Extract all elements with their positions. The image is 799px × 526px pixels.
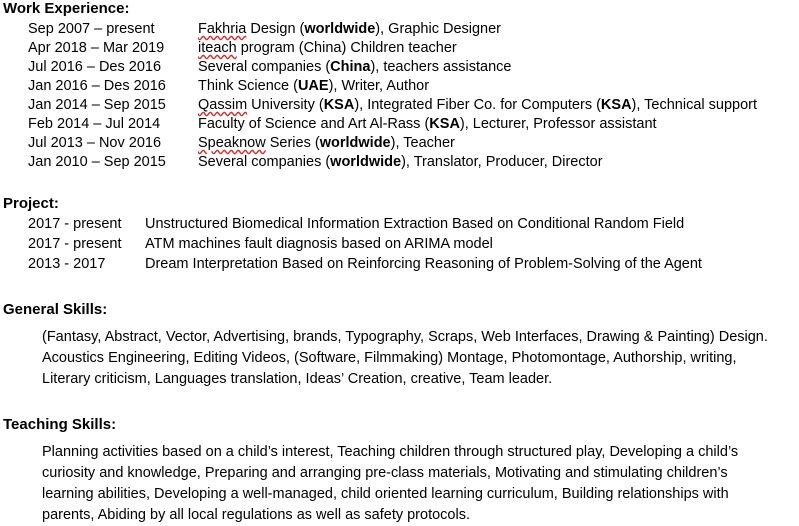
experience-date: Apr 2018 – Mar 2019 — [28, 40, 165, 56]
table-row — [28, 20, 757, 39]
experience-org: Faculty of Science and Art Al-Rass ( — [198, 116, 430, 132]
experience-detail — [198, 153, 757, 172]
table-row — [28, 58, 757, 77]
experience-detail — [198, 96, 757, 115]
experience-detail — [198, 20, 757, 39]
work-experience-rows — [28, 20, 757, 172]
experience-location: UAE — [297, 78, 329, 94]
experience-date: Jan 2014 – Sep 2015 — [28, 97, 166, 113]
experience-date: Jan 2010 – Sep 2015 — [28, 154, 166, 170]
project-title: ATM machines fault diagnosis based on ARIMA model — [145, 236, 493, 252]
general-skills-text: (Fantasy, Abstract, Vector, Advertising, brands, Typography, Scraps, Web Interfaces, Drawing & Painting) Design. Acoustics Engineering, Editing Videos, (Software, Filmmaking) Montage, Photomontage, Authorship, writing, Literary criticism, Languages translation, Ideas’ Creation, creative, Team leader. — [42, 329, 768, 388]
experience-text-1: Series ( — [265, 135, 320, 151]
experience-location-2: KSA — [600, 97, 632, 113]
experience-org: Several companies ( — [198, 154, 331, 170]
table-row — [28, 134, 757, 153]
work-experience-heading: Work Experience: — [3, 0, 130, 17]
experience-text-1: Design ( — [246, 21, 305, 37]
table-row — [28, 77, 757, 96]
project-date: 2017 - present — [28, 236, 122, 252]
experience-location: KSA — [429, 116, 460, 132]
project-heading: Project: — [3, 195, 59, 212]
spacer — [0, 400, 799, 416]
project-title: Dream Interpretation Based on Reinforcing Reasoning of Problem-Solving of the Agent — [145, 256, 702, 272]
experience-org: Several companies ( — [198, 59, 331, 75]
work-experience-table — [28, 20, 757, 172]
experience-detail — [198, 134, 757, 153]
project-title: Unstructured Biomedical Information Extraction Based on Conditional Random Field — [145, 216, 685, 232]
experience-location: China — [330, 59, 371, 75]
experience-text-2: ), Integrated Fiber Co. for Computers (KSA), Technical support — [354, 97, 758, 113]
experience-location: KSA — [323, 97, 355, 113]
table-row — [28, 255, 702, 275]
table-row — [28, 115, 757, 134]
experience-date: Sep 2007 – present — [28, 21, 155, 37]
experience-detail — [198, 39, 757, 58]
experience-org: Think Science ( — [198, 78, 298, 94]
teaching-skills-heading: Teaching Skills: — [3, 416, 117, 434]
experience-detail — [198, 115, 757, 134]
experience-date: Feb 2014 – Jul 2014 — [28, 116, 161, 132]
experience-text-2: ), teachers assistance — [370, 59, 512, 75]
experience-location: worldwide — [304, 21, 376, 37]
experience-text-2: ), Writer, Author — [328, 78, 430, 94]
table-row — [28, 96, 757, 115]
experience-location: worldwide — [330, 154, 402, 170]
experience-org: iteach — [198, 40, 237, 56]
experience-text-2: ), Graphic Designer — [375, 21, 502, 37]
experience-date: Jul 2016 – Des 2016 — [28, 59, 162, 75]
project-date: 2013 - 2017 — [28, 256, 106, 272]
project-table — [28, 215, 702, 275]
experience-text-1: program (China) Children teacher — [236, 40, 457, 56]
experience-text-1: University ( — [247, 97, 324, 113]
experience-location: worldwide — [319, 135, 391, 151]
experience-detail — [198, 58, 757, 77]
experience-org: Qassim — [198, 97, 248, 113]
table-row — [28, 235, 702, 255]
spacer — [0, 182, 799, 195]
experience-detail — [198, 77, 757, 96]
project-rows — [28, 215, 702, 275]
general-skills-section — [0, 301, 799, 390]
spacer — [0, 285, 799, 301]
general-skills-heading: General Skills: — [3, 301, 108, 318]
experience-text-2: ), Lecturer, Professor assistant — [459, 116, 657, 132]
teaching-skills-section — [0, 416, 799, 526]
project-section — [0, 195, 799, 275]
work-experience-section — [0, 0, 799, 172]
experience-org: Speaknow — [198, 135, 266, 151]
table-row — [28, 215, 702, 235]
experience-date: Jul 2013 – Nov 2016 — [28, 135, 162, 151]
table-row — [28, 153, 757, 172]
project-date: 2017 - present — [28, 216, 122, 232]
experience-date: Jan 2016 – Des 2016 — [28, 78, 166, 94]
teaching-skills-text: Planning activities based on a child’s interest, Teaching children through structured play, Developing a child’s curiosity and knowledge, Preparing and arranging pre-class materials, Motivating and stimulating children’s learning abilities, Developing a well-managed, child oriented learning curriculum, Building relationships with parents, Abiding by all local regulations as well as safety protocols. — [42, 444, 739, 524]
experience-org: Fakhria — [198, 21, 247, 37]
experience-text-2: ), Teacher — [390, 135, 455, 151]
table-row — [28, 39, 757, 58]
experience-text-2: ), Translator, Producer, Director — [401, 154, 603, 170]
